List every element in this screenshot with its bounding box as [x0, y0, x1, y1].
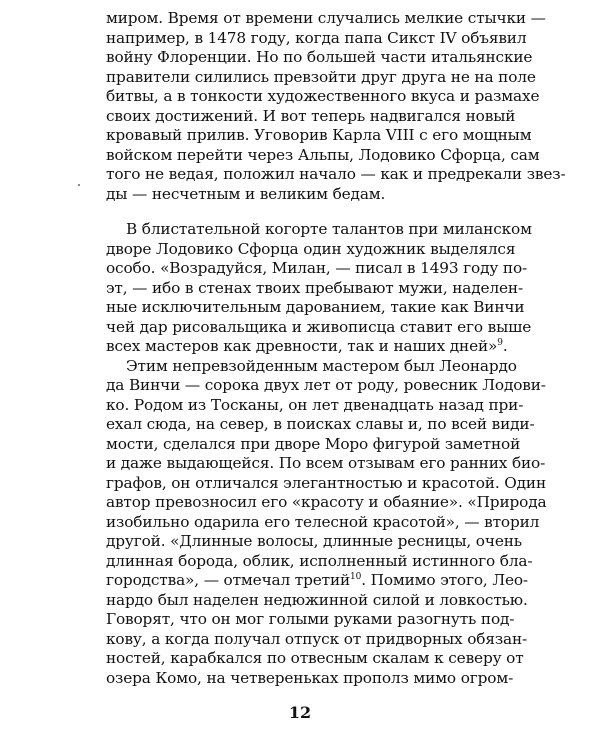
text-line: графов, он отличался элегантностью и красотой. Один	[106, 474, 547, 492]
text-line-body: всех мастеров как древности, так и наших дней»	[106, 337, 498, 355]
scan-speck	[78, 184, 80, 186]
text-line-tail: . Помимо этого, Лео-	[361, 571, 528, 589]
text-line: кову, а когда получал отпуск от придворных обязан-	[106, 630, 528, 648]
text-line: миром. Время от времени случались мелкие стычки —	[106, 9, 546, 27]
text-line: правители силились превзойти друг друга не на поле	[106, 68, 536, 86]
text-line: того не ведая, положил начало — как и предрекали звез-	[106, 165, 566, 183]
page-number: 12	[288, 703, 312, 722]
text-line-body: городства», — отмечал третий	[106, 571, 351, 589]
text-line: битвы, а в тонкости художественного вкуса и размахе	[106, 87, 540, 105]
text-line: своих достижений. И вот теперь надвигался новый	[106, 107, 516, 125]
text-line: кровавый прилив. Уговорив Карла VIII с его мощным	[106, 126, 532, 144]
text-line: озера Комо, на четвереньках прополз мимо огром-	[106, 669, 514, 687]
text-line: дворе Лодовико Сфорца один художник выделялся	[106, 240, 516, 258]
text-line: В блистательной когорте талантов при миланском	[126, 220, 532, 238]
text-line: особо. «Возрадуйся, Милан, — писал в 1493 году по-	[106, 259, 528, 277]
text-line: чей дар рисовальщика и живописца ставит его выше	[106, 318, 532, 336]
text-line: ные исключительным дарованием, такие как Винчи	[106, 298, 525, 316]
text-line: длинная борода, облик, исполненный истинного бла-	[106, 552, 533, 570]
text-line: автор превозносил его «красоту и обаяние». «Природа	[106, 493, 547, 511]
footnote-marker: 9	[497, 338, 503, 348]
text-line: например, в 1478 году, когда папа Сикст IV объявил	[106, 29, 527, 47]
text-line: Этим непревзойденным мастером был Леонардо	[126, 357, 517, 375]
text-line: другой. «Длинные волосы, длинные ресницы, очень	[106, 532, 522, 550]
text-line: мости, сделался при дворе Моро фигурой заметной	[106, 435, 521, 453]
text-line: ностей, карабкался по отвесным скалам к северу от	[106, 649, 524, 667]
text-line: всех мастеров как древности, так и наших дней»$^9$.	[106, 337, 508, 355]
text-line: изобильно одарила его телесной красотой», — вторил	[106, 513, 540, 531]
text-line: ды — несчетным и великим бедам.	[106, 185, 386, 203]
text-line: и даже выдающейся. По всем отзывам его ранних био-	[106, 454, 546, 472]
footnote-marker: 10	[350, 572, 362, 582]
text-line: Говорят, что он мог голыми руками разогнуть под-	[106, 610, 515, 628]
text-line: нардо был наделен недюжинной силой и ловкостью.	[106, 591, 528, 609]
text-line	[106, 570, 528, 590]
text-line: ко. Родом из Тосканы, он лет двенадцать назад при-	[106, 396, 524, 414]
text-line: войну Флоренции. Но по большей части итальянские	[106, 48, 533, 66]
text-line: эт, — ибо в стенах твоих пребывают мужи, наделен-	[106, 279, 523, 297]
text-line: войском перейти через Альпы, Лодовико Сфорца, сам	[106, 146, 540, 164]
text-line: да Винчи — сорока двух лет от роду, ровесник Лодови-	[106, 376, 546, 394]
text-line: ехал сюда, на север, в поисках славы и, по всей види-	[106, 415, 535, 433]
